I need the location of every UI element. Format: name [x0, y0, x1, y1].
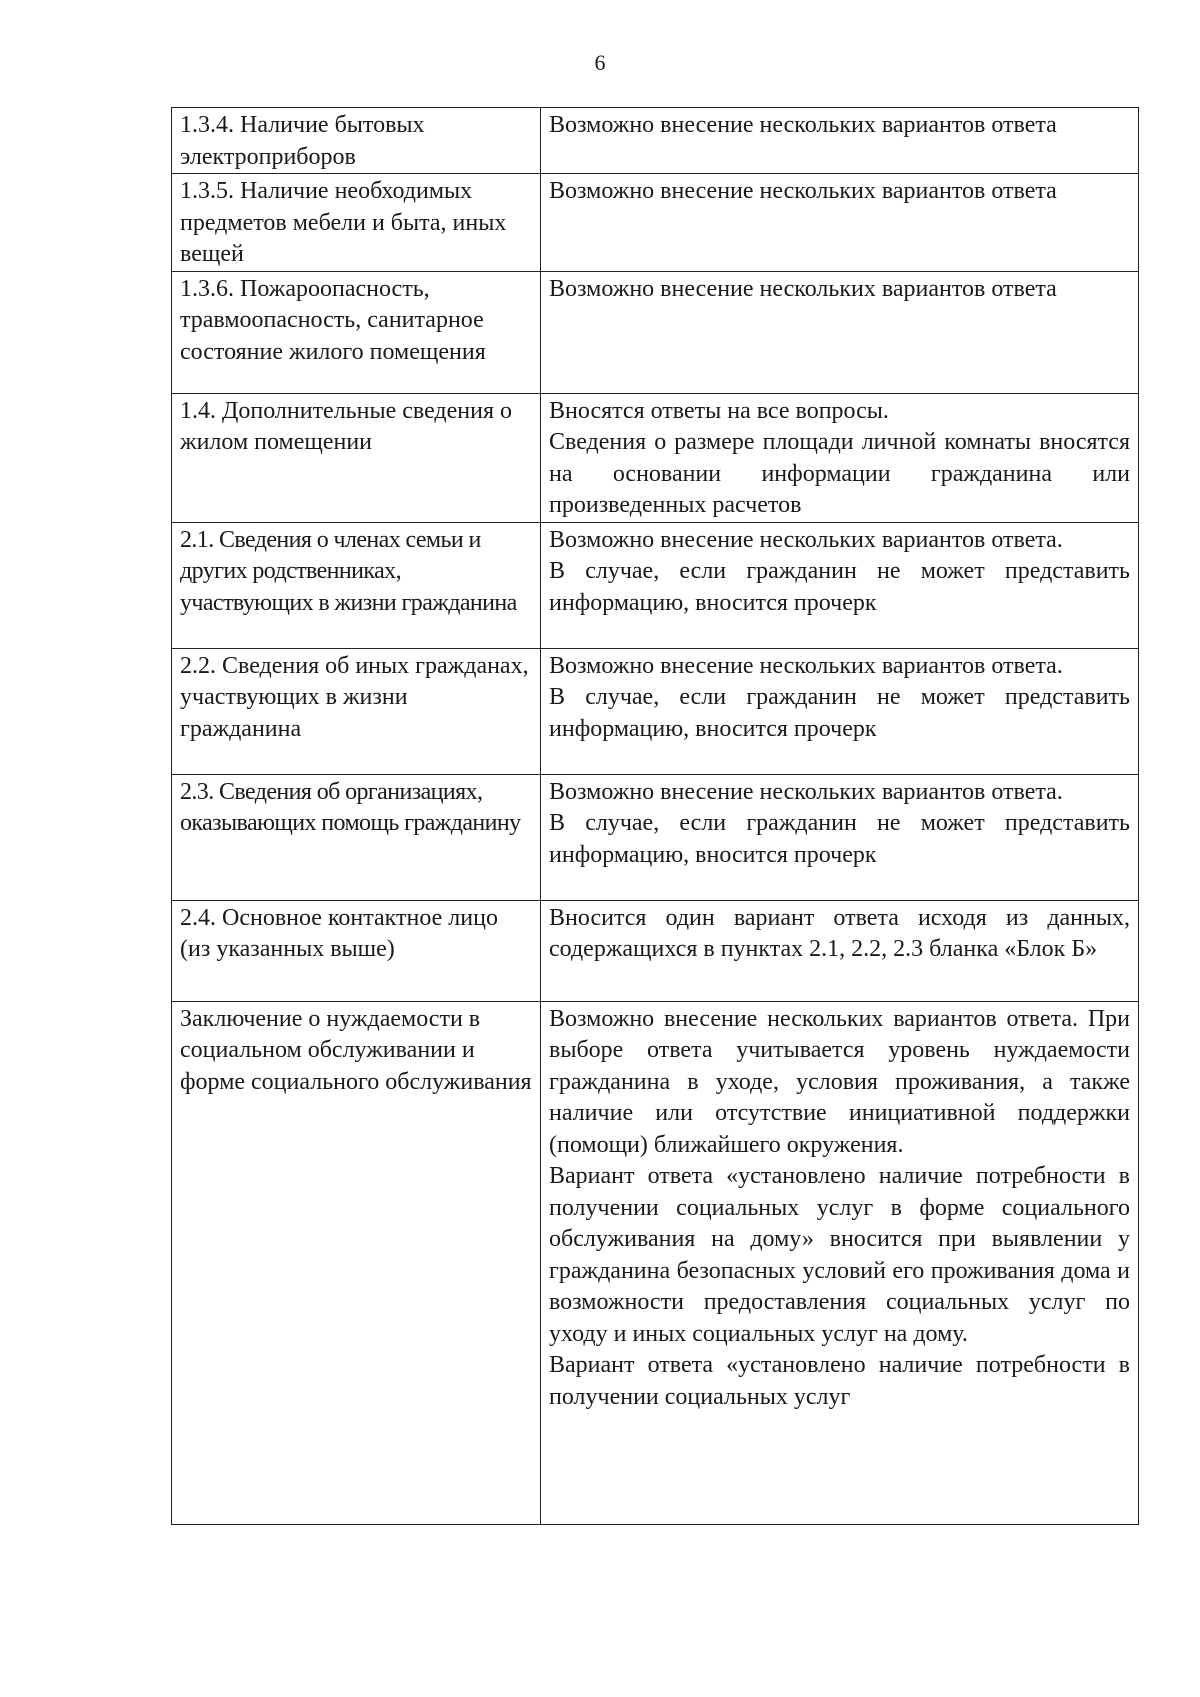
note-paragraph: В случае, если гражданин не может представить информацию, вносится прочерк: [549, 684, 1130, 742]
table-row: [172, 648, 1139, 774]
notes-cell: [541, 271, 1139, 393]
table-row: [172, 174, 1139, 272]
notes-cell: [541, 1001, 1139, 1524]
table-row: [172, 522, 1139, 648]
note-paragraph: Возможно внесение нескольких вариантов ответа. При выборе ответа учитывается уровень нуждаемости гражданина в уходе, условия проживания, а также наличие или отсутствие инициативной поддержки (помощи) ближайшего окружения.: [549, 1005, 1130, 1158]
notes-cell: [541, 648, 1139, 774]
notes-cell: [541, 174, 1139, 272]
table-row: [172, 108, 1139, 174]
note-paragraph: В случае, если гражданин не может представить информацию, вносится прочерк: [549, 810, 1130, 868]
item-cell: 1.3.5. Наличие необходимых предметов мебели и быта, иных вещей: [172, 174, 541, 272]
note-paragraph: Возможно внесение нескольких вариантов ответа: [549, 178, 1057, 204]
table-row: [172, 774, 1139, 900]
note-paragraph: В случае, если гражданин не может представить информацию, вносится прочерк: [549, 558, 1130, 616]
table-row: [172, 393, 1139, 522]
instructions-table: [171, 107, 1139, 1525]
note-paragraph: Сведения о размере площади личной комнаты вносятся на основании информации гражданина или произведенных расчетов: [549, 429, 1130, 518]
page-number: 6: [594, 50, 606, 75]
note-paragraph: Возможно внесение нескольких вариантов ответа.: [549, 778, 1063, 805]
item-cell: Заключение о нуждаемости в социальном обслуживании и форме социального обслуживания: [172, 1001, 541, 1524]
note-paragraph: Вариант ответа «установлено наличие потребности в получении социальных услуг: [549, 1352, 1130, 1410]
item-cell: 1.3.6. Пожароопасность, травмоопасность, санитарное состояние жилого помещения: [172, 271, 541, 393]
note-paragraph: Вносятся ответы на все вопросы.: [549, 397, 889, 424]
notes-cell: [541, 108, 1139, 174]
note-paragraph: Возможно внесение нескольких вариантов ответа: [549, 112, 1057, 138]
table-row: [172, 900, 1139, 1001]
item-cell: 1.3.4. Наличие бытовых электроприборов: [172, 108, 541, 174]
item-cell: 2.4. Основное контактное лицо (из указанных выше): [172, 900, 541, 1001]
table-row: [172, 1001, 1139, 1524]
note-paragraph: Возможно внесение нескольких вариантов ответа: [549, 275, 1057, 302]
note-paragraph: Вариант ответа «установлено наличие потребности в получении социальных услуг в форме социального обслуживания на дому» вносится при выявлении у гражданина безопасных условий его проживания дома и возможности предоставления социальных услуг по уходу и иных социальных услуг на дому.: [549, 1163, 1130, 1347]
item-cell: 2.3. Сведения об организациях, оказывающих помощь гражданину: [172, 774, 541, 900]
notes-cell: [541, 900, 1139, 1001]
note-paragraph: Возможно внесение нескольких вариантов ответа.: [549, 526, 1063, 553]
notes-cell: [541, 774, 1139, 900]
notes-cell: [541, 522, 1139, 648]
note-paragraph: Возможно внесение нескольких вариантов ответа.: [549, 652, 1063, 679]
item-cell: 2.1. Сведения о членах семьи и других родственниках, участвующих в жизни гражданина: [172, 522, 541, 648]
notes-cell: [541, 393, 1139, 522]
item-cell: 2.2. Сведения об иных гражданах, участвующих в жизни гражданина: [172, 648, 541, 774]
table-row: [172, 271, 1139, 393]
item-cell: 1.4. Дополнительные сведения о жилом помещении: [172, 393, 541, 522]
note-paragraph: Вносится один вариант ответа исходя из данных, содержащихся в пунктах 2.1, 2.2, 2.3 бланка «Блок Б»: [549, 904, 1130, 962]
